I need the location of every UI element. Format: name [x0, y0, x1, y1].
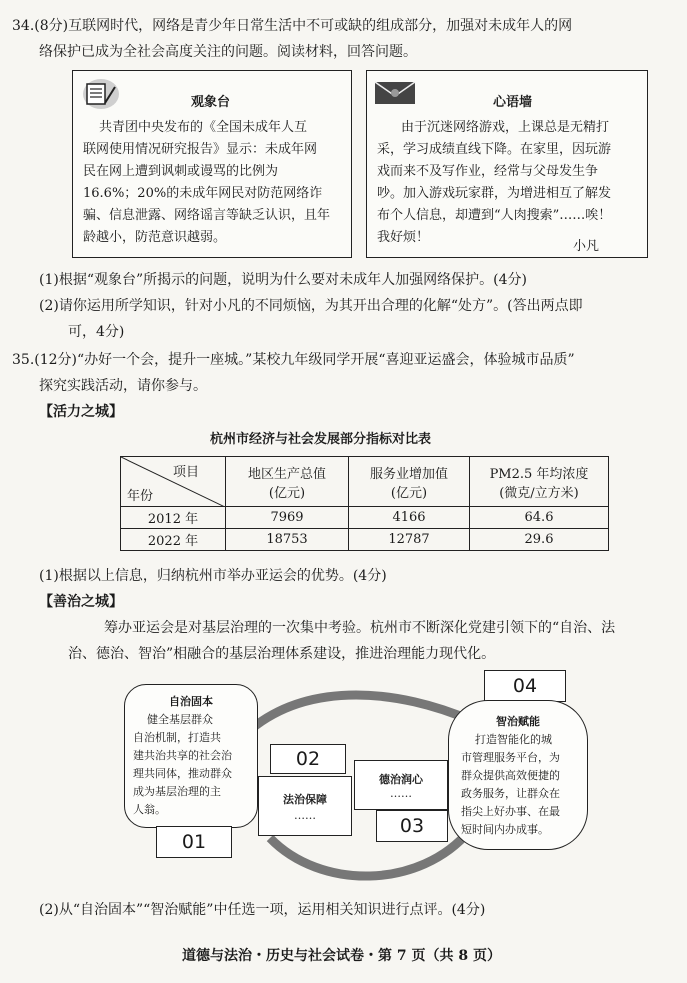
envelope-icon [373, 79, 417, 107]
observatory-line: 16.6%；20%的未成年网民对防范网络诈 [83, 186, 323, 201]
q34-sub2-line2: 可，4分) [68, 324, 125, 340]
cell-value: 12787 [349, 529, 470, 551]
row-year: 2022 年 [121, 529, 226, 551]
signature: 小凡 [573, 239, 600, 254]
q34-stem-line2: 络保护已成为全社会高度关注的问题。阅读材料，回答问题。 [39, 44, 417, 60]
q35-stem-line1: 35.(12分)“办好一个会，提升一座城。”某校九年级同学开展“喜迎亚运盛会，体验城市品质” [12, 352, 575, 368]
q35-sub1: (1)根据以上信息，归纳杭州市举办亚运会的优势。(4分) [39, 568, 387, 584]
row-year: 2012 年 [121, 507, 226, 529]
heart-wall-line: 吵。加入游戏玩家群，为增进相互了解发 [377, 186, 612, 201]
observatory-line: 龄越小，防范意识越弱。 [83, 230, 227, 245]
fazhi-dots: …… [294, 809, 316, 822]
material-box-observatory [72, 70, 352, 258]
dezhi-title: 德治润心 [379, 773, 423, 786]
cell-value: 4166 [349, 507, 470, 529]
table-corner-cell [121, 457, 226, 507]
col-header-name: 服务业增加值 [369, 466, 448, 482]
col-header-unit: (亿元) [390, 485, 428, 501]
governance-para-line2: 治、德治、智治”相融合的基层治理体系建设，推进治理能力现代化。 [68, 646, 496, 662]
zhizhi-title: 智治赋能 [496, 715, 540, 728]
dezhi-dots: …… [390, 787, 412, 800]
corner-year-label: 年份 [127, 489, 154, 504]
label-04: 04 [484, 670, 566, 702]
heart-wall-line: 戏而来不及写作业，经常与父母发生争 [377, 164, 599, 179]
label-03: 03 [376, 810, 448, 842]
q34-stem-line1: 34.(8分)互联网时代，网络是青少年日常生活中不可或缺的组成部分，加强对未成年人的网 [12, 18, 573, 34]
heart-wall-line: 采，学习成绩直线下降。在家里，因玩游 [377, 142, 612, 157]
cell-value: 18753 [226, 529, 349, 551]
section-vitality-city: 【活力之城】 [39, 404, 123, 420]
observatory-line: 民在网上遭到讽刺或谩骂的比例为 [83, 164, 279, 179]
observatory-line: 联网使用情况研究报告》显示：未成年网 [83, 142, 318, 157]
col-header-unit: (微克/立方米) [499, 485, 579, 501]
q35-stem-line2: 探究实践活动，请你参与。 [39, 378, 207, 394]
zizhi-card [124, 684, 258, 828]
q34-sub1: (1)根据“观象台”所揭示的问题，说明为什么要对未成年人加强网络保护。(4分) [39, 272, 527, 288]
heart-wall-title: 心语墙 [493, 95, 533, 110]
zizhi-title: 自治固本 [169, 695, 213, 708]
table-title: 杭州市经济与社会发展部分指标对比表 [210, 432, 432, 447]
col-header-name: PM2.5 年均浓度 [489, 466, 589, 482]
notebook-icon [79, 77, 119, 111]
corner-item-label: 项目 [173, 465, 200, 480]
zhizhi-line: 短时间内办成事。 [461, 823, 549, 836]
fazhi-title: 法治保障 [283, 793, 327, 806]
zizhi-line: 理共同体，推动群众 [133, 767, 232, 780]
zhizhi-line: 政务服务，让群众在 [461, 787, 560, 800]
col-header [470, 457, 609, 507]
cell-value: 7969 [226, 507, 349, 529]
fazhi-card [258, 776, 352, 836]
zizhi-line: 自治机制，打造共 [133, 731, 221, 744]
page-footer: 道德与法治・历史与社会试卷・第 7 页（共 8 页） [182, 948, 501, 964]
cell-value: 29.6 [470, 529, 609, 551]
zhizhi-line: 指尖上好办事、在最 [461, 805, 560, 818]
label-01: 01 [156, 826, 232, 858]
zhizhi-line: 市管理服务平台，为 [461, 751, 560, 764]
zizhi-line: 成为基层治理的主 [133, 785, 221, 798]
col-header-name: 地区生产总值 [247, 466, 326, 482]
observatory-line: 共青团中央发布的《全国未成年人互 [99, 120, 308, 135]
heart-wall-line: 我好烦！ [377, 230, 430, 245]
zizhi-line: 建共治共享的社会治 [133, 749, 232, 762]
heart-wall-line: 由于沉迷网络游戏，上课总是无精打 [401, 120, 610, 135]
zizhi-line: 健全基层群众 [147, 713, 213, 726]
zhizhi-card [448, 700, 588, 850]
observatory-line: 骗、信息泄露、网络谣言等缺乏认识，且年 [83, 208, 331, 223]
col-header-unit: (亿元) [268, 485, 306, 501]
table-row [121, 529, 609, 551]
q35-sub2: (2)从“自治固本”“智治赋能”中任选一项，运用相关知识进行点评。(4分) [39, 902, 486, 918]
dezhi-card [354, 760, 448, 810]
material-box-heart-wall [366, 70, 648, 258]
col-header [226, 457, 349, 507]
heart-wall-line: 布个人信息，却遭到“人肉搜索”……唉！ [377, 208, 612, 223]
section-good-governance-city: 【善治之城】 [39, 594, 123, 610]
governance-para-line1: 筹办亚运会是对基层治理的一次集中考验。杭州市不断深化党建引领下的“自治、法 [104, 620, 616, 636]
label-02: 02 [270, 744, 346, 774]
zizhi-line: 人翁。 [133, 803, 166, 816]
zhizhi-line: 打造智能化的城 [475, 733, 552, 746]
zhizhi-line: 群众提供高效便捷的 [461, 769, 560, 782]
cell-value: 64.6 [470, 507, 609, 529]
col-header [349, 457, 470, 507]
indicator-table [120, 456, 609, 551]
q34-sub2-line1: (2)请你运用所学知识，针对小凡的不同烦恼，为其开出合理的化解“处方”。(答出两点即 [39, 298, 583, 314]
observatory-title: 观象台 [191, 95, 231, 110]
table-row [121, 507, 609, 529]
